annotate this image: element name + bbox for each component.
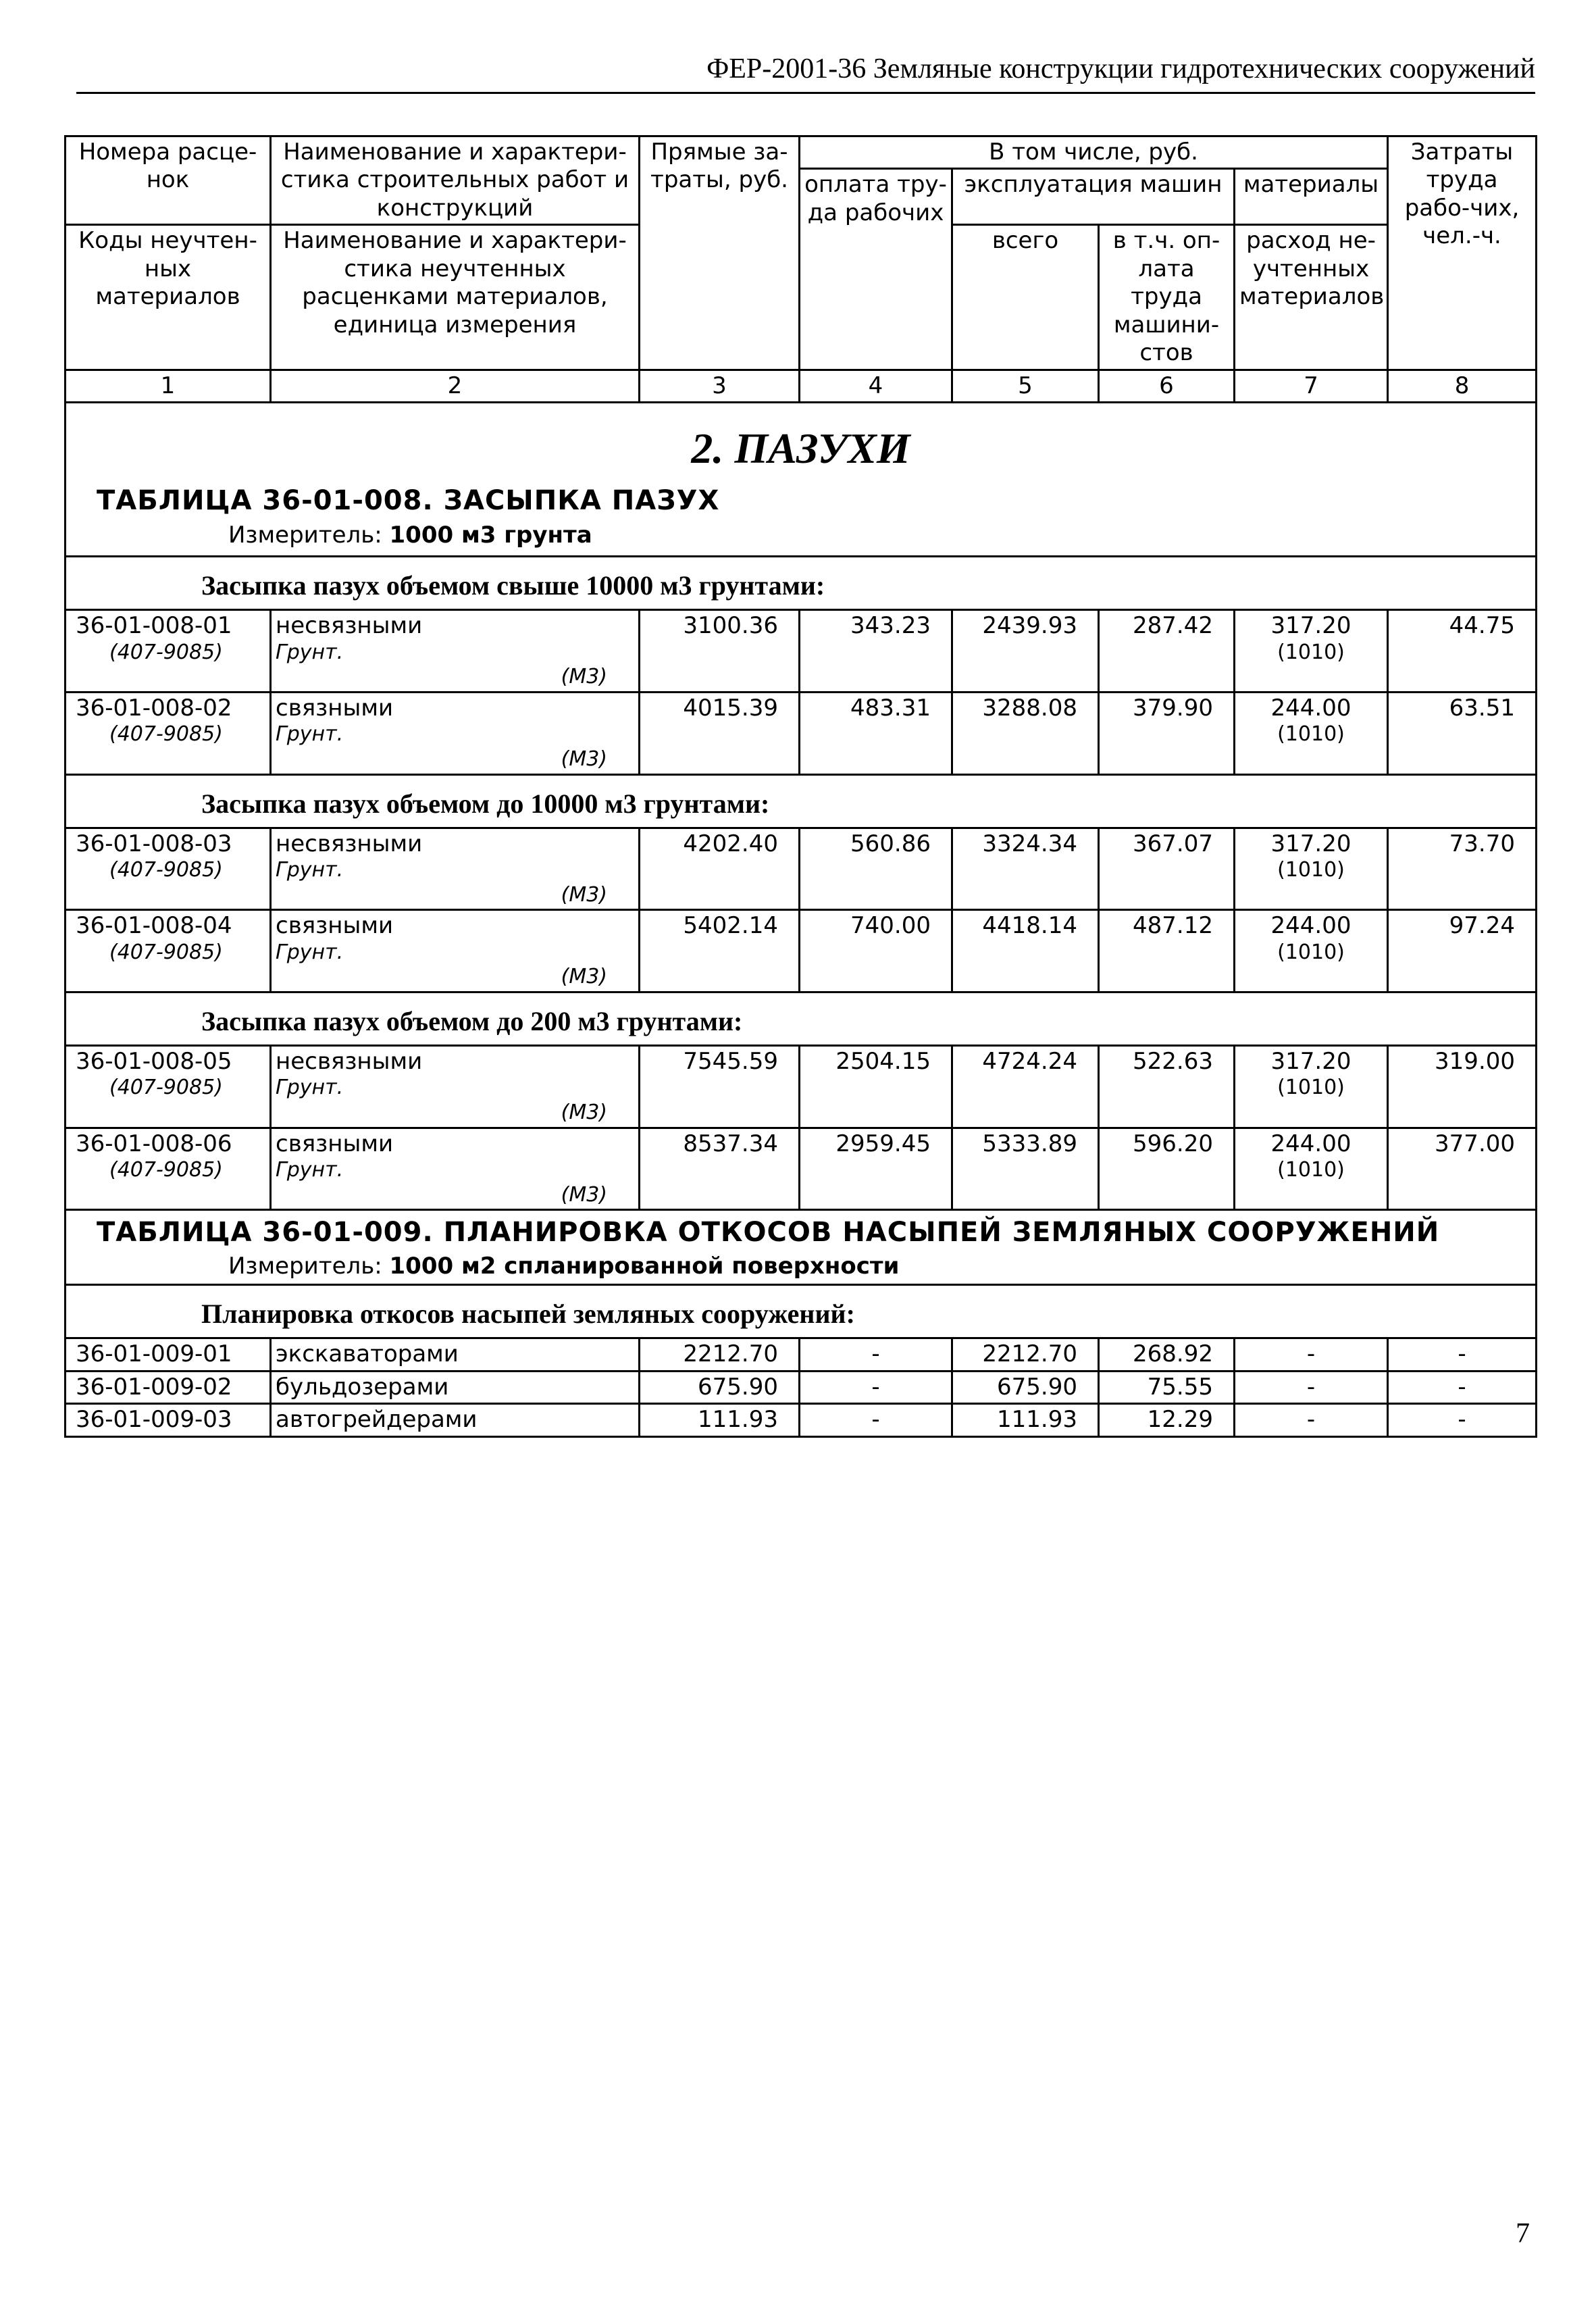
rate-code: 36-01-009-03: [66, 1404, 271, 1436]
material-qty: (1010): [1277, 640, 1345, 664]
column-number: 1: [66, 370, 271, 402]
labor-pay: 740.00: [800, 910, 952, 992]
table-row: [66, 1128, 1537, 1210]
direct-costs: 111.93: [640, 1404, 800, 1436]
section-title: 2. ПАЗУХИ: [691, 424, 910, 473]
machinists-pay: 522.63: [1099, 1045, 1235, 1128]
material-use: 244.00: [1270, 694, 1352, 722]
machinists-pay: 268.92: [1099, 1338, 1235, 1371]
column-number: 2: [271, 370, 640, 402]
header-including: В том числе, руб.: [800, 136, 1388, 169]
rate-code: 36-01-009-01: [66, 1338, 271, 1371]
header-material-names: Наименование и характери-стика неучтенных расценками материалов, единица измерения: [271, 225, 640, 370]
labor-pay: -: [800, 1404, 952, 1436]
machines-total: 2439.93: [952, 610, 1099, 693]
material-code: (407-9085): [109, 722, 223, 747]
rate-code: 36-01-008-04: [76, 912, 232, 940]
material-code: (407-9085): [109, 858, 223, 882]
work-name: несвязными: [276, 830, 423, 857]
labor-pay: 483.31: [800, 692, 952, 774]
material-code: (407-9085): [109, 1076, 223, 1100]
table-measure: [228, 522, 592, 549]
direct-costs: 5402.14: [640, 910, 800, 992]
material-use: 317.20: [1270, 830, 1352, 857]
machines-total: 675.90: [952, 1371, 1099, 1403]
labor-pay: 2504.15: [800, 1045, 952, 1128]
work-name: несвязными: [276, 1047, 423, 1075]
material-code: (407-9085): [109, 1157, 223, 1182]
header-labor-hours: Затраты труда рабо-чих, чел.-ч.: [1388, 136, 1537, 370]
rate-code: 36-01-008-01: [76, 612, 232, 640]
material-qty: (1010): [1277, 1076, 1345, 1100]
header-work-name: Наименование и характери-стика строительных работ и конструкций: [271, 136, 640, 225]
machines-total: 4418.14: [952, 910, 1099, 992]
column-number: 7: [1235, 370, 1388, 402]
material-code: (407-9085): [109, 940, 223, 964]
material-qty: (1010): [1277, 858, 1345, 882]
machines-total: 3324.34: [952, 828, 1099, 910]
group-heading-row: [66, 774, 1537, 828]
table-row: [66, 910, 1537, 992]
labor-pay: 560.86: [800, 828, 952, 910]
material-qty: (1010): [1277, 722, 1345, 747]
rate-code: 36-01-008-02: [76, 694, 232, 722]
machinists-pay: 287.42: [1099, 610, 1235, 693]
work-name: связными: [276, 1130, 394, 1157]
labor-pay: 2959.45: [800, 1128, 952, 1210]
work-name: автогрейдерами: [271, 1404, 640, 1436]
column-number: 6: [1099, 370, 1235, 402]
measure-label: Измеритель:: [228, 522, 390, 549]
material-use: -: [1235, 1371, 1388, 1403]
direct-costs: 4015.39: [640, 692, 800, 774]
material-use: 317.20: [1270, 1047, 1352, 1075]
material-name: Грунт.: [276, 1076, 344, 1100]
labor-pay: -: [800, 1338, 952, 1371]
direct-costs: 4202.40: [640, 828, 800, 910]
material-use: 244.00: [1270, 1130, 1352, 1157]
rate-code: 36-01-008-03: [76, 830, 232, 857]
material-use: 244.00: [1270, 912, 1352, 940]
column-number: 5: [952, 370, 1099, 402]
table-measure: [228, 1253, 899, 1280]
material-name: Грунт.: [276, 858, 344, 882]
header-labor-pay: оплата тру-да рабочих: [800, 169, 952, 370]
work-name: бульдозерами: [271, 1371, 640, 1403]
machines-total: 4724.24: [952, 1045, 1099, 1128]
direct-costs: 7545.59: [640, 1045, 800, 1128]
material-qty: (1010): [1277, 940, 1345, 964]
table-row: [66, 1045, 1537, 1128]
material-qty: (1010): [1277, 1157, 1345, 1182]
running-header: ФЕР-2001-36 Земляные конструкции гидротехнических сооружений: [706, 53, 1535, 84]
table-row: [66, 610, 1537, 693]
labor-hours: -: [1388, 1371, 1537, 1403]
machinists-pay: 367.07: [1099, 828, 1235, 910]
direct-costs: 2212.70: [640, 1338, 800, 1371]
material-use: 317.20: [1270, 612, 1352, 640]
column-numbers-row: [66, 370, 1537, 402]
header-machines: эксплуатация машин: [952, 169, 1235, 225]
section-heading-row: [66, 403, 1537, 557]
material-name: Грунт.: [276, 940, 344, 964]
direct-costs: 675.90: [640, 1371, 800, 1403]
labor-hours: -: [1388, 1404, 1537, 1436]
page-number: 7: [1516, 2218, 1530, 2249]
header-row-1: [66, 136, 1537, 169]
labor-hours: 377.00: [1388, 1128, 1537, 1210]
group-title: Засыпка пазух объемом до 10000 м3 грунтами:: [66, 774, 1537, 828]
group-heading-row: [66, 1285, 1537, 1338]
column-number: 4: [800, 370, 952, 402]
direct-costs: 8537.34: [640, 1128, 800, 1210]
unit: (М3): [561, 665, 607, 689]
work-name: несвязными: [276, 612, 423, 640]
material-name: Грунт.: [276, 722, 344, 747]
header-direct-costs: Прямые за-траты, руб.: [640, 136, 800, 370]
machinists-pay: 596.20: [1099, 1128, 1235, 1210]
unit: (М3): [561, 882, 607, 907]
machinists-pay: 12.29: [1099, 1404, 1235, 1436]
unit: (М3): [561, 1100, 607, 1124]
column-number: 8: [1388, 370, 1537, 402]
table-row: [66, 1404, 1537, 1436]
table-row: [66, 828, 1537, 910]
header-materials: материалы: [1235, 169, 1388, 225]
header-material-use: расход не-учтенных материалов: [1235, 225, 1388, 370]
table-title: ТАБЛИЦА 36-01-009. ПЛАНИРОВКА ОТКОСОВ НАСЫПЕЙ ЗЕМЛЯНЫХ СООРУЖЕНИЙ: [97, 1217, 1440, 1249]
group-heading-row: [66, 992, 1537, 1045]
material-use: -: [1235, 1404, 1388, 1436]
machines-total: 2212.70: [952, 1338, 1099, 1371]
labor-hours: 73.70: [1388, 828, 1537, 910]
column-number: 3: [640, 370, 800, 402]
direct-costs: 3100.36: [640, 610, 800, 693]
machines-total: 111.93: [952, 1404, 1099, 1436]
measure-label: Измеритель:: [228, 1253, 390, 1280]
material-code: (407-9085): [109, 640, 223, 664]
header-material-codes: Коды неучтен-ных материалов: [66, 225, 271, 370]
group-title: Засыпка пазух объемом до 200 м3 грунтами:: [66, 992, 1537, 1045]
header-rate-numbers: Номера расце-нок: [66, 136, 271, 225]
work-name: экскаваторами: [271, 1338, 640, 1371]
labor-hours: -: [1388, 1338, 1537, 1371]
table-row: [66, 1338, 1537, 1371]
table-title: ТАБЛИЦА 36-01-008. ЗАСЫПКА ПАЗУХ: [97, 485, 720, 517]
labor-hours: 44.75: [1388, 610, 1537, 693]
labor-hours: 63.51: [1388, 692, 1537, 774]
labor-hours: 97.24: [1388, 910, 1537, 992]
labor-pay: -: [800, 1371, 952, 1403]
header-machinists-pay: в т.ч. оп-лата труда машини-стов: [1099, 225, 1235, 370]
labor-pay: 343.23: [800, 610, 952, 693]
work-name: связными: [276, 912, 394, 940]
labor-hours: 319.00: [1388, 1045, 1537, 1128]
machines-total: 3288.08: [952, 692, 1099, 774]
material-name: Грунт.: [276, 640, 344, 664]
table-row: [66, 692, 1537, 774]
machines-total: 5333.89: [952, 1128, 1099, 1210]
rate-code: 36-01-008-05: [76, 1047, 232, 1075]
unit: (М3): [561, 747, 607, 771]
material-name: Грунт.: [276, 1157, 344, 1182]
table-row: [66, 1371, 1537, 1403]
machinists-pay: 379.90: [1099, 692, 1235, 774]
rate-code: 36-01-009-02: [66, 1371, 271, 1403]
header-machines-total: всего: [952, 225, 1099, 370]
unit: (М3): [561, 1182, 607, 1207]
table2-heading-row: [66, 1210, 1537, 1285]
rate-code: 36-01-008-06: [76, 1130, 232, 1157]
measure-value: 1000 м3 грунта: [389, 522, 592, 549]
work-name: связными: [276, 694, 394, 722]
group-title: Засыпка пазух объемом свыше 10000 м3 грунтами:: [66, 557, 1537, 610]
header-rule: [76, 92, 1535, 94]
material-use: -: [1235, 1338, 1388, 1371]
price-table: [64, 135, 1537, 1438]
group-title: Планировка откосов насыпей земляных сооружений:: [66, 1285, 1537, 1338]
measure-value: 1000 м2 спланированной поверхности: [389, 1253, 900, 1280]
machinists-pay: 487.12: [1099, 910, 1235, 992]
unit: (М3): [561, 965, 607, 989]
machinists-pay: 75.55: [1099, 1371, 1235, 1403]
group-heading-row: [66, 557, 1537, 610]
